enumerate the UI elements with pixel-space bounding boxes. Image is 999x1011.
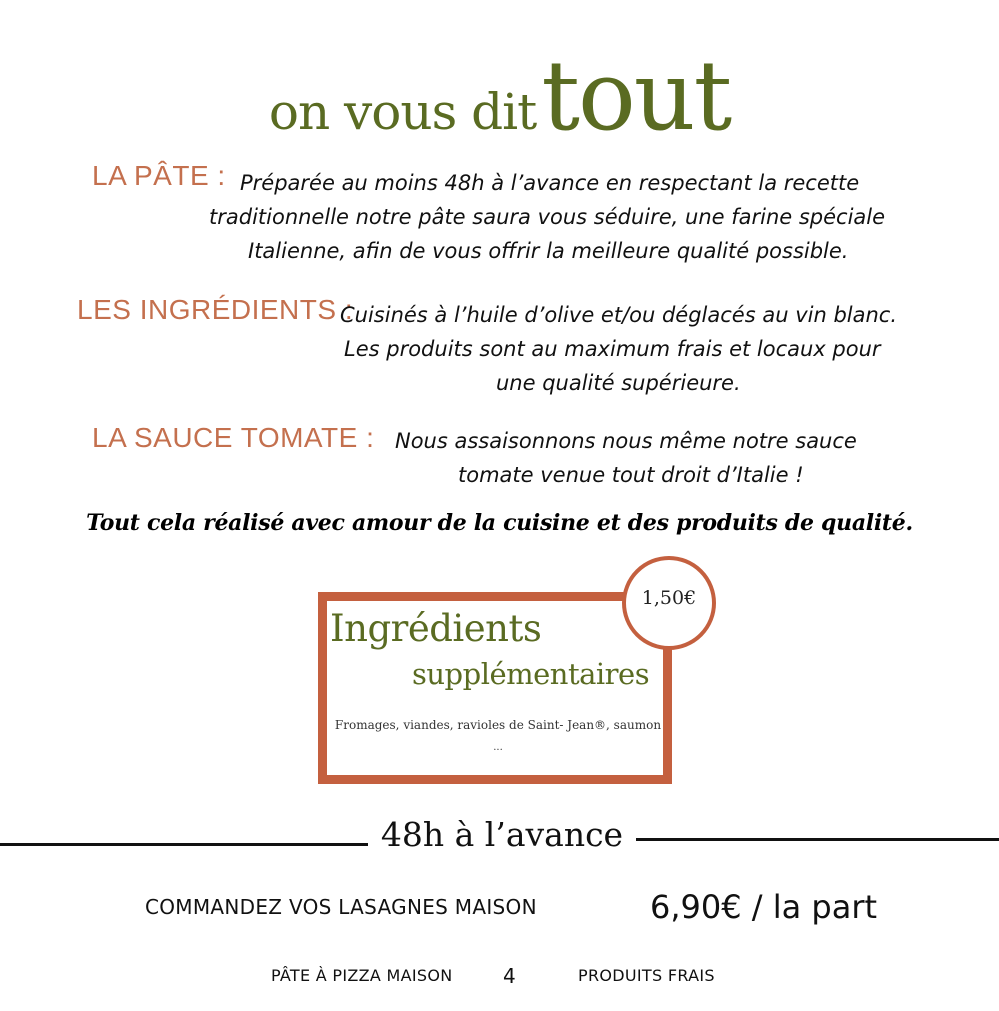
extras-ellipsis: ... — [493, 742, 503, 753]
section-label-ingredients: LES INGRÉDIENTS : — [77, 294, 354, 325]
section-text-pate-line-1: Préparée au moins 48h à l’avance en respectant la recette — [240, 171, 860, 195]
order-label: COMMANDEZ VOS LASAGNES MAISON — [145, 895, 537, 919]
title-part-2: tout — [541, 40, 731, 152]
extras-subtitle: supplémentaires — [412, 657, 650, 691]
title-part-1: on vous dit — [268, 83, 537, 141]
divider-left — [0, 843, 368, 846]
section-text-pate-line-3: Italienne, afin de vous offrir la meilleure qualité possible. — [248, 239, 849, 263]
footer-fresh-products: PRODUITS FRAIS — [578, 966, 715, 985]
section-text-ingredients-line-2: Les produits sont au maximum frais et locaux pour — [344, 337, 881, 361]
page-title — [0, 40, 999, 152]
section-label-sauce: LA SAUCE TOMATE : — [92, 422, 375, 453]
advance-notice: 48h à l’avance — [380, 815, 624, 854]
extras-price: 1,50€ — [641, 587, 697, 609]
section-text-ingredients-line-1: Cuisinés à l’huile d’olive et/ou déglacés au vin blanc. — [340, 303, 898, 327]
tagline: Tout cela réalisé avec amour de la cuisine et des produits de qualité. — [86, 510, 913, 536]
extras-list: Fromages, viandes, ravioles de Saint- Jean®, saumon — [334, 718, 662, 732]
extras-title: Ingrédients — [330, 607, 542, 650]
order-price: 6,90€ / la part — [650, 888, 878, 926]
section-label-pate: LA PÂTE : — [92, 160, 226, 191]
footer-number: 4 — [503, 964, 517, 988]
footer-pizza-dough: PÂTE À PIZZA MAISON — [271, 966, 453, 985]
section-text-pate-line-2: traditionnelle notre pâte saura vous séduire, une farine spéciale — [209, 205, 886, 229]
divider-right — [636, 838, 999, 841]
section-text-sauce-line-2: tomate venue tout droit d’Italie ! — [458, 463, 804, 487]
section-text-sauce-line-1: Nous assaisonnons nous même notre sauce — [395, 429, 857, 453]
section-text-ingredients-line-3: une qualité supérieure. — [496, 371, 741, 395]
